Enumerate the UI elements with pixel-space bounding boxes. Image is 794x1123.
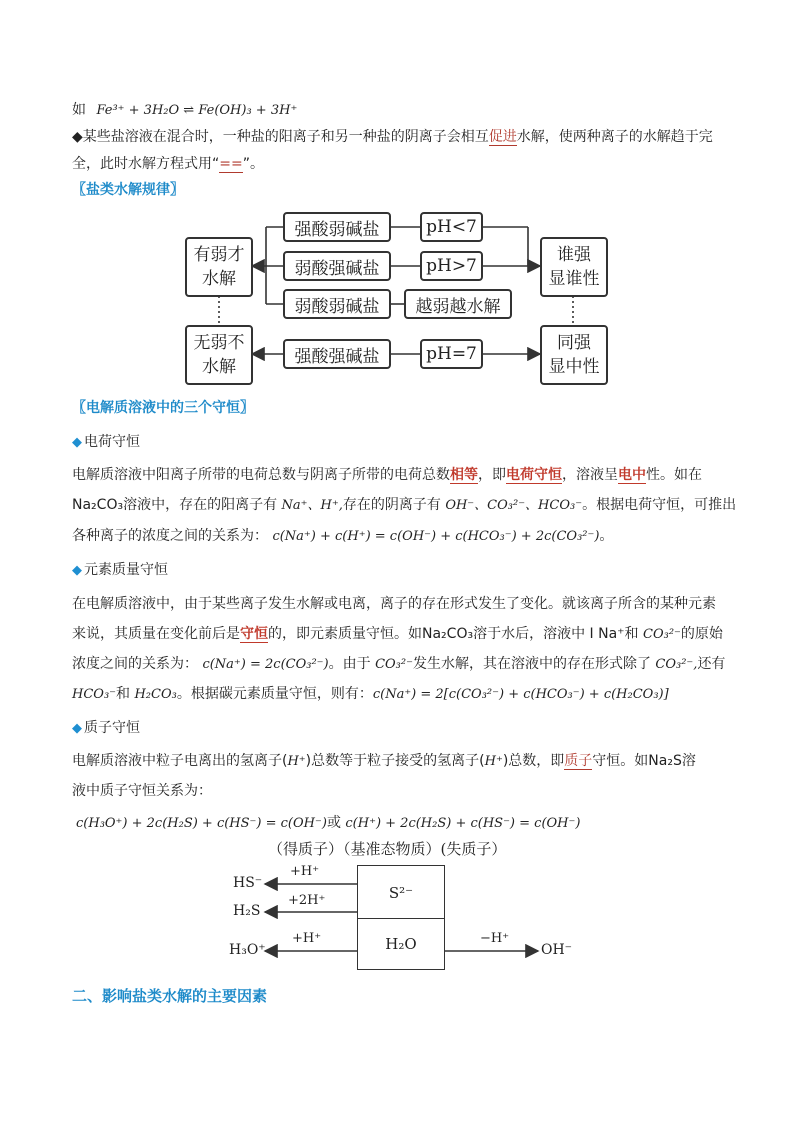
cations: Na⁺、H⁺, <box>281 498 343 513</box>
box-text: 显谁性 <box>548 269 600 289</box>
text: 和 <box>116 686 131 702</box>
mass-line-1: 在电解质溶液中，由于某些离子发生水解或电离，离子的存在形式发生了变化。就该离子所含的某种元素 <box>72 596 716 612</box>
proton-line-2: 液中质子守恒关系为： <box>72 783 212 799</box>
proton-equation-1: c(H₃O⁺) + 2c(H₂S) + c(HS⁻) = c(OH⁻) <box>76 816 327 831</box>
box-text: 谁强 <box>557 245 591 265</box>
text: 浓度之间的关系为： <box>72 656 198 672</box>
text: 的，即元素质量守恒。如Na₂CO₃溶于水后，溶液中 I Na⁺和 <box>268 626 639 642</box>
text: Na₂CO₃溶液中，存在的阳离子有 <box>72 497 278 513</box>
species-h3o: H₃O⁺ <box>229 942 266 958</box>
ion: H₂CO₃ <box>134 687 177 702</box>
text: )总数等于粒子接受的氢离子( <box>305 753 485 769</box>
text: 来说，其质量在变化前后是 <box>72 626 240 642</box>
text: 电解质溶液中阳离子所带的电荷总数与阴离子所带的电荷总数 <box>72 467 450 483</box>
para-text: ◆某些盐溶液在混合时，一种盐的阳离子和另一种盐的阴离子会相互 <box>72 129 489 145</box>
text: 发生水解，其在溶液中的存在形式除了 <box>412 656 651 672</box>
diamond-icon: ◆ <box>72 721 82 736</box>
box-weak-acid-strong-base-salt: 弱酸强碱盐 <box>283 251 391 281</box>
box-ph-greater-7: pH>7 <box>420 251 483 281</box>
box-text: 显中性 <box>548 357 600 377</box>
rule-heading: 〖盐类水解规律〗 <box>72 182 184 198</box>
box-text: 水解 <box>202 269 236 289</box>
box-h2o: H₂O <box>357 918 445 970</box>
label-plus-h: +H⁺ <box>290 864 320 879</box>
text: ，即 <box>478 467 506 483</box>
ion: H⁺ <box>287 754 306 769</box>
text: )总数，即 <box>502 753 565 769</box>
species-oh: OH⁻ <box>541 942 573 958</box>
para-text: 全，此时水解方程式用“ <box>72 156 220 172</box>
hydrolysis-equation: Fe³⁺ + 3H₂O ⇌ Fe(OH)₃ + 3H⁺ <box>96 103 298 118</box>
text: 。根据碳元素质量守恒，则有： <box>176 686 373 702</box>
keyword-equal: 相等 <box>450 467 478 483</box>
title-text: 质子守恒 <box>84 720 140 736</box>
title-text: 电荷守恒 <box>84 434 140 450</box>
box-text: 同强 <box>557 333 591 353</box>
para-text: 水解，使两种离子的水解趋于完 <box>516 129 713 145</box>
text: 还有 <box>697 656 726 672</box>
ion: CO₃²⁻, <box>655 657 698 672</box>
charge-equation: c(Na⁺) + c(H⁺) = c(OH⁻) + c(HCO₃⁻) + 2c(CO₃²⁻) <box>272 529 600 544</box>
box-text: 无弱不 <box>193 333 245 353</box>
proton-diagram-header: （得质子）（基准态物质）(失质子） <box>268 840 507 858</box>
text: 。根据电荷守恒，可推出 <box>582 497 737 513</box>
keyword-neutral: 电中 <box>618 467 646 483</box>
text: 守恒。如Na₂S溶 <box>592 753 696 769</box>
box-ph-equal-7: pH=7 <box>420 339 483 369</box>
ion: CO₃²⁻ <box>375 657 413 672</box>
anions: OH⁻、CO₃²⁻、HCO₃⁻ <box>445 498 583 513</box>
keyword-charge-conservation: 电荷守恒 <box>506 467 562 483</box>
label-minus-h: −H⁺ <box>480 931 510 946</box>
box-text: 水解 <box>202 357 236 377</box>
box-strong-acid-weak-base-salt: 强酸弱碱盐 <box>283 212 391 242</box>
diamond-icon: ◆ <box>72 435 82 450</box>
box-strong-acid-strong-base-salt: 强酸强碱盐 <box>283 339 391 369</box>
keyword-promote: 促进 <box>488 129 517 145</box>
keyword-equals: == <box>219 156 243 172</box>
mass-equation-2: c(Na⁺) = 2[c(CO₃²⁻) + c(HCO₃⁻) + c(H₂CO₃)] <box>372 687 669 702</box>
box-s2: S²⁻ <box>357 865 445 920</box>
ion: HCO₃⁻ <box>72 687 117 702</box>
box-ph-less-7: pH<7 <box>420 212 483 242</box>
keyword-conserved: 守恒 <box>240 626 268 642</box>
species-hs: HS⁻ <box>233 875 263 891</box>
label-plus-h-2: +H⁺ <box>292 931 322 946</box>
text: ，溶液呈 <box>562 467 618 483</box>
box-weak-acid-weak-base-salt: 弱酸弱碱盐 <box>283 289 391 319</box>
section-2-heading: 二、影响盐类水解的主要因素 <box>72 987 268 1005</box>
text: 各种离子的浓度之间的关系为： <box>72 528 268 544</box>
text: 。由于 <box>328 656 371 672</box>
para-text: ”。 <box>242 156 264 172</box>
conservation-heading: 〖电解质溶液中的三个守恒〗 <box>72 400 254 416</box>
text: 电解质溶液中粒子电离出的氢离子( <box>72 753 288 769</box>
proton-equation-2: c(H⁺) + 2c(H₂S) + c(HS⁻) = c(OH⁻) <box>345 816 581 831</box>
title-text: 元素质量守恒 <box>84 562 168 578</box>
box-text: 有弱才 <box>193 245 245 265</box>
text: 。 <box>599 528 614 544</box>
box-weaker-more-hydrolysis: 越弱越水解 <box>404 289 512 319</box>
mass-equation-1: c(Na⁺) = 2c(CO₃²⁻) <box>202 657 329 672</box>
diamond-icon: ◆ <box>72 563 82 578</box>
keyword-proton: 质子 <box>564 753 593 769</box>
text: 或 <box>326 815 341 831</box>
example-prefix: 如 <box>72 102 86 118</box>
ion: H⁺ <box>484 754 503 769</box>
text: 性。如在 <box>646 467 702 483</box>
ion: CO₃²⁻ <box>643 627 681 642</box>
text: 的原始 <box>680 626 723 642</box>
species-h2s: H₂S <box>233 903 261 919</box>
text: 存在的阴离子有 <box>342 497 441 513</box>
label-plus-2h: +2H⁺ <box>288 893 326 908</box>
